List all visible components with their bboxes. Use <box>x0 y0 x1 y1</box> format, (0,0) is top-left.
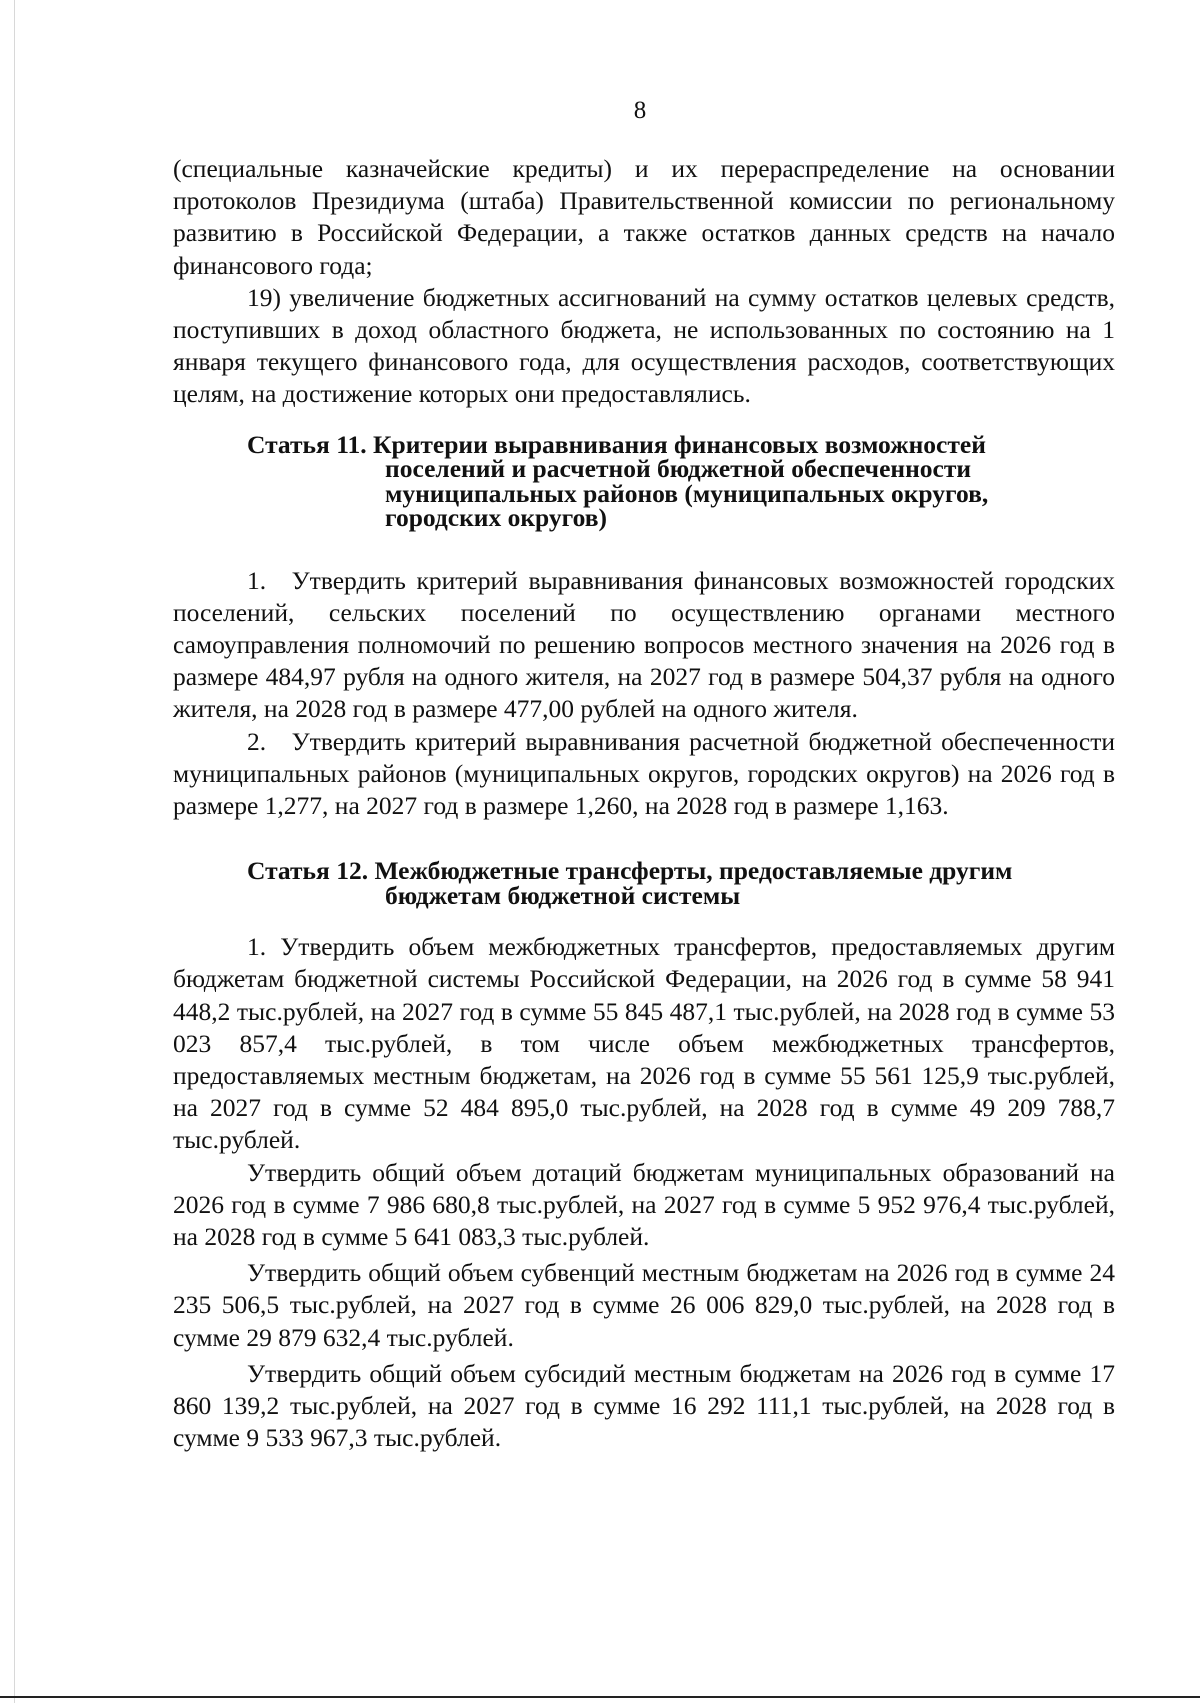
article-11-title-line-4: городских округов) <box>385 503 607 533</box>
article-12-title-line-2: бюджетам бюджетной системы <box>385 880 741 910</box>
article-12-paragraph-subsidies: Утвердить общий объем субсидий местным бюджетам на 2026 год в сумме 17 860 139,2 тыс.рублей, на 2027 год в сумме 16 292 111,1 тыс.рублей, на 2028 год в сумме 9 533 967,3 тыс.рублей. <box>173 1358 1115 1453</box>
article-11-title-line-1: Статья 11. Критерии выравнивания финансовых возможностей <box>247 429 986 459</box>
article-11-title-line-3: муниципальных районов (муниципальных округов, <box>385 478 989 508</box>
page-number: 8 <box>633 97 647 124</box>
paragraph-continuation: (специальные казначейские кредиты) и их перераспределение на основании протоколов Президиума (штаба) Правительственной комиссии по региональному развитию в Российской Федерации, а также остатков данных средств на начало финансового года; <box>173 154 1115 280</box>
article-11-title-line-2: поселений и расчетной бюджетной обеспеченности <box>385 454 972 484</box>
article-12-paragraph-1: 1. Утвердить объем межбюджетных трансфертов, предоставляемых другим бюджетам бюджетной системы Российской Федерации, на 2026 год в сумме 58 941 448,2 тыс.рублей, на 2027 год в сумме 55 845 487,1 тыс.рублей, на 2028 год в сумме 53 023 857,4 тыс.рублей, в том числе объем межбюджетных трансфертов, предоставляемых местным бюджетам, на 2026 год в сумме 55 561 125,9 тыс.рублей, на 2027 год в сумме 52 484 895,0 тыс.рублей, на 2028 год в сумме 49 209 788,7 тыс.рублей. <box>173 932 1115 1155</box>
article-12-paragraph-subventions: Утвердить общий объем субвенций местным бюджетам на 2026 год в сумме 24 235 506,5 тыс.рублей, на 2027 год в сумме 26 006 829,0 тыс.рублей, на 2028 год в сумме 29 879 632,4 тыс.рублей. <box>173 1258 1115 1352</box>
article-12-paragraph-dotations: Утвердить общий объем дотаций бюджетам муниципальных образований на 2026 год в сумме 7 986 680,8 тыс.рублей, на 2027 год в сумме 5 952 976,4 тыс.рублей, на 2028 год в сумме 5 641 083,3 тыс.рублей. <box>173 1157 1115 1252</box>
article-12-title-line-1: Статья 12. Межбюджетные трансферты, предоставляемые другим <box>247 856 1013 886</box>
spacer <box>173 908 1115 931</box>
document-body <box>173 153 1115 1455</box>
article-11-paragraph-2: 2. Утвердить критерий выравнивания расчетной бюджетной обеспеченности муниципальных районов (муниципальных округов, городских округов) на 2026 год в размере 1,277, на 2027 год в размере 1,260, на 2028 год в размере 1,163. <box>173 726 1115 821</box>
spacer <box>173 531 1115 565</box>
article-11-heading <box>173 429 1115 533</box>
scan-edge-bottom <box>0 1696 1200 1698</box>
article-11-paragraph-1: 1. Утвердить критерий выравнивания финансовых возможностей городских поселений, сельских поселений по осуществлению органами местного самоуправления полномочий по решению вопросов местного значения на 2026 год в размере 484,97 рубля на одного жителя, на 2027 год в размере 504,37 рубля на одного жителя, на 2028 год в размере 477,00 рублей на одного жителя. <box>173 565 1115 724</box>
article-12-heading <box>173 856 1115 910</box>
scan-edge-left <box>14 0 15 1703</box>
paragraph-item-19: 19) увеличение бюджетных ассигнований на сумму остатков целевых средств, поступивших в доход областного бюджета, не использованных по состоянию на 1 января текущего финансового года, для осуществления расходов, соответствующих целям, на достижение которых они предоставлялись. <box>173 282 1115 409</box>
